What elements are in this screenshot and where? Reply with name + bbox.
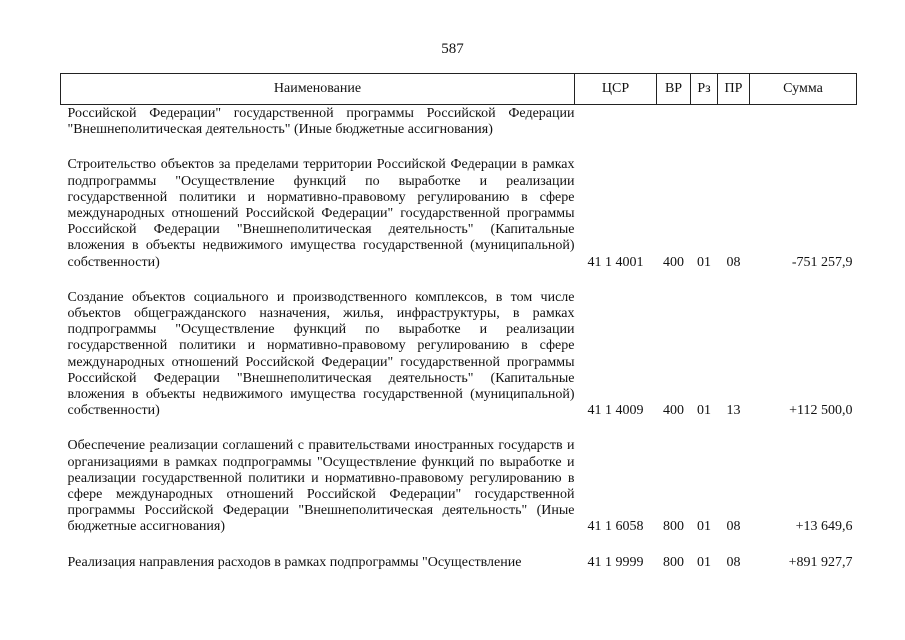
row-csr: 41 1 4009 [587,403,644,419]
row-spacer [61,536,857,555]
row-pr: 08 [726,254,741,270]
row-pr: 13 [726,403,741,419]
page-number: 587 [441,41,464,57]
row-sum: +112 500,0 [789,403,853,419]
table-row [61,555,857,571]
budget-table [60,73,857,571]
row-name: Обеспечение реализации соглашений с правительствами иностранных государств и организациями в рамках подпрограммы "Осуществление функций по выработке и реализации государственной политики и нормативно-правовому регулированию в сфере международных отношений Российской Федерации" государственной программы Российской Федерации "Внешнеполитическая деятельность" (Иные бюджетные ассигнования) [67,438,575,535]
table-row [61,105,857,139]
row-vr: 400 [663,254,684,270]
row-name: Реализация направления расходов в рамках подпрограммы "Осуществление [67,554,522,570]
row-spacer [61,419,857,438]
row-vr [657,105,691,139]
row-csr: 41 1 6058 [587,519,644,535]
row-spacer [61,138,857,157]
row-name: Строительство объектов за пределами территории Российской Федерации в рамках подпрограммы "Осуществление функций по выработке и реализации государственной политики и нормативно-правовому регулированию в сфере международных отношений Российской Федерации" государственной программы Российской Федерации "Внешнеполитическая деятельность" (Капитальные вложения в объекты недвижимого имущества государственной (муниципальной) собственности) [67,157,575,270]
table-header [61,74,857,105]
row-csr [575,105,657,139]
row-spacer [61,271,857,290]
row-rz: 01 [697,403,711,419]
row-sum [750,105,857,139]
row-rz [691,105,718,139]
row-sum: -751 257,9 [791,254,853,270]
row-sum: +891 927,7 [788,554,853,570]
row-rz: 01 [697,254,711,270]
table-row [61,438,857,535]
row-csr: 41 1 4001 [587,254,644,270]
header-rz: Рз [691,74,718,105]
row-rz: 01 [697,519,711,535]
row-vr: 400 [663,403,684,419]
header-vr: ВР [657,74,691,105]
row-rz: 01 [697,554,711,570]
table-body [61,105,857,571]
row-pr: 08 [726,554,741,570]
row-sum: +13 649,6 [795,519,853,535]
row-name: Создание объектов социального и производственного комплексов, в том числе объектов общегражданского назначения, жилья, инфраструктуры, в рамках подпрограммы "Осуществление функций по выработке и реализации государственной политики и нормативно-правовому регулированию в сфере международных отношений Российской Федерации" государственной программы Российской Федерации "Внешнеполитическая деятельность" (Капитальные вложения в объекты недвижимого имущества государственной (муниципальной) собственности) [67,289,575,419]
row-pr: 08 [726,519,741,535]
row-csr: 41 1 9999 [587,554,644,570]
header-pr: ПР [718,74,750,105]
header-row [61,74,857,105]
header-name: Наименование [61,74,575,105]
row-vr: 800 [663,554,684,570]
header-sum: Сумма [750,74,857,105]
table-row [61,290,857,420]
row-name: Российской Федерации" государственной программы Российской Федерации "Внешнеполитическая деятельность" (Иные бюджетные ассигнования) [67,106,575,138]
header-csr: ЦСР [575,74,657,105]
row-pr [718,105,750,139]
row-vr: 800 [663,519,684,535]
table-row [61,157,857,270]
